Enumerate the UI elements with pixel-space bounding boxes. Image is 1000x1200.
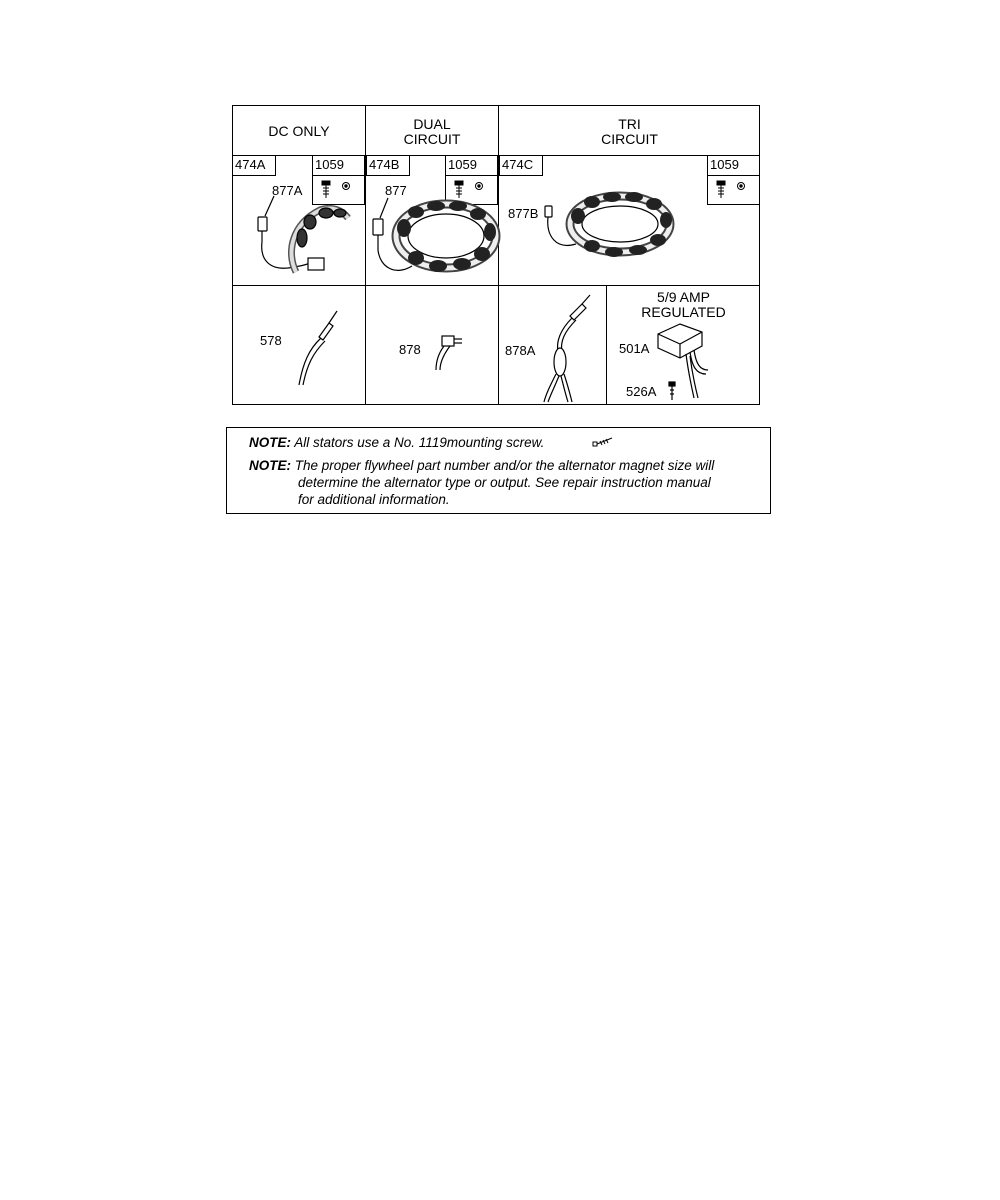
- note-1-text: All stators use a No. 1119mounting screw.: [294, 435, 545, 450]
- part-label-878: 878: [399, 342, 421, 357]
- screw-nut-icon: [707, 176, 760, 204]
- part-label-877: 877: [385, 183, 407, 198]
- note-2-text-line-2: determine the alternator type or output. See repair instruction manual: [298, 475, 711, 490]
- part-label-877a: 877A: [272, 183, 303, 198]
- mounting-screw-icon: [592, 436, 614, 448]
- note-2-text-line-1: The proper flywheel part number and/or the alternator magnet size will: [294, 458, 715, 473]
- header-tri-circuit: TRI CIRCUIT: [601, 116, 658, 147]
- header-5-9-amp-regulated: 5/9 AMP REGULATED: [641, 289, 726, 320]
- part-label-1059-dc: 1059: [312, 155, 365, 176]
- part-label-578: 578: [260, 333, 282, 348]
- header-dc-only: DC ONLY: [268, 123, 330, 139]
- header-dual-circuit: DUAL CIRCUIT: [403, 116, 461, 147]
- wire-578-drawing: [285, 305, 345, 390]
- note-1-prefix: NOTE:: [249, 435, 291, 450]
- stator-tri-drawing: [540, 180, 690, 275]
- note-2: [249, 458, 714, 474]
- part-label-501a: 501A: [619, 341, 650, 356]
- stator-dual-drawing: [366, 180, 498, 285]
- part-label-474a: 474A: [232, 155, 276, 176]
- part-label-1059-tri: 1059: [707, 155, 760, 176]
- stator-dc-drawing: [240, 180, 360, 280]
- harness-878a-drawing: [530, 290, 600, 405]
- note-2-text-line-3: for additional information.: [298, 492, 450, 507]
- part-label-526a: 526A: [626, 384, 657, 399]
- regulator-501a-drawing: [650, 318, 720, 405]
- divider-col-2: [498, 105, 499, 405]
- part-label-1059-dual: 1059: [445, 155, 498, 176]
- part-label-474b: 474B: [366, 155, 410, 176]
- divider-middle-row: [232, 285, 760, 286]
- note-1: [249, 435, 544, 451]
- part-label-474c: 474C: [499, 155, 543, 176]
- connector-878-drawing: [428, 330, 468, 375]
- note-2-prefix: NOTE:: [249, 458, 291, 473]
- part-label-877b: 877B: [508, 206, 539, 221]
- part-label-878a: 878A: [505, 343, 536, 358]
